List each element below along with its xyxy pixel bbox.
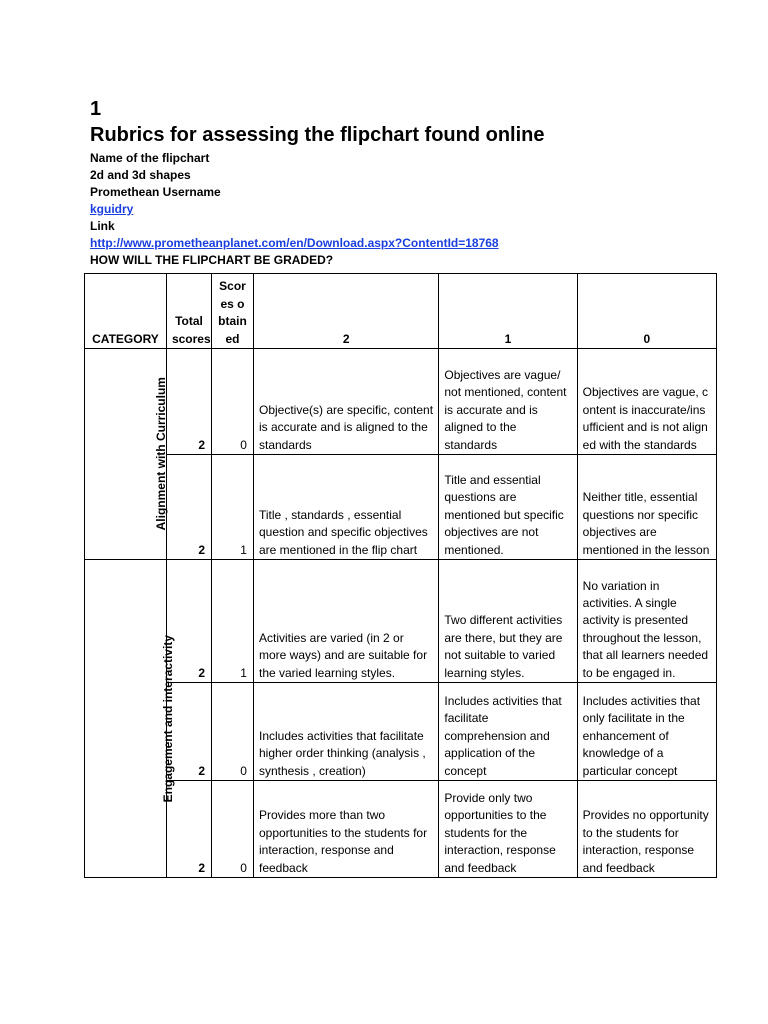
table-row bbox=[85, 683, 717, 781]
criteria-1: Objectives are vague/ not mentioned, content is accurate and is aligned to the standards bbox=[439, 349, 577, 455]
link-label: Link bbox=[90, 219, 115, 233]
criteria-0: No variation in activities. A single activity is presented throughout the lesson, that all learners needed to be engaged in. bbox=[577, 560, 716, 683]
criteria-2: Objective(s) are specific, content is accurate and is aligned to the standards bbox=[253, 349, 438, 455]
username-label: Promethean Username bbox=[90, 185, 221, 199]
table-row bbox=[85, 781, 717, 878]
table-header-row bbox=[85, 274, 717, 349]
criteria-1: Includes activities that facilitate comprehension and application of the concept bbox=[439, 683, 577, 781]
category-cell bbox=[85, 560, 175, 878]
header-score-2: 2 bbox=[253, 274, 438, 349]
obtained-score: 1 bbox=[212, 560, 254, 683]
criteria-2: Includes activities that facilitate higher order thinking (analysis , synthesis , creation) bbox=[253, 683, 438, 781]
flipchart-url-link[interactable]: http://www.prometheanplanet.com/en/Download.aspx?ContentId=18768 bbox=[90, 236, 499, 250]
total-score: 2 bbox=[166, 349, 211, 455]
page-title: Rubrics for assessing the flipchart found online bbox=[90, 124, 545, 146]
obtained-score: 0 bbox=[212, 349, 254, 455]
rubric-table bbox=[84, 273, 717, 878]
header-score-0: 0 bbox=[577, 274, 716, 349]
criteria-0: Neither title, essential questions nor specific objectives are mentioned in the lesson bbox=[577, 455, 716, 560]
flipchart-name-label: Name of the flipchart bbox=[90, 151, 210, 165]
flipchart-name-value: 2d and 3d shapes bbox=[90, 168, 191, 182]
category-label-alignment: Alignment with Curriculum bbox=[153, 377, 168, 531]
obtained-score: 1 bbox=[212, 455, 254, 560]
criteria-1: Two different activities are there, but they are not suitable to varied learning styles. bbox=[439, 560, 577, 683]
total-score: 2 bbox=[166, 560, 211, 683]
total-score: 2 bbox=[166, 781, 211, 878]
criteria-2: Title , standards , essential question and specific objectives are mentioned in the flip chart bbox=[253, 455, 438, 560]
table-row bbox=[85, 349, 717, 455]
category-label-engagement: Engagement and interactivity bbox=[160, 634, 175, 803]
table-row bbox=[85, 560, 717, 683]
username-link[interactable]: kguidry bbox=[90, 202, 134, 216]
header-score-1: 1 bbox=[439, 274, 577, 349]
criteria-0: Objectives are vague, content is inaccurate/insufficient and is not aligned with the standards bbox=[577, 349, 716, 455]
criteria-0: Includes activities that only facilitate in the enhancement of knowledge of a particular concept bbox=[577, 683, 716, 781]
header-total-scores: Total scores bbox=[166, 274, 211, 349]
category-cell bbox=[85, 349, 167, 560]
criteria-2: Activities are varied (in 2 or more ways) and are suitable for the varied learning styles. bbox=[253, 560, 438, 683]
criteria-1: Provide only two opportunities to the students for the interaction, response and feedback bbox=[439, 781, 577, 878]
header-scores-obtained: Scores obtained bbox=[212, 274, 254, 349]
total-score: 2 bbox=[166, 683, 211, 781]
table-row bbox=[85, 455, 717, 560]
document-header bbox=[90, 96, 730, 269]
header-category: CATEGORY bbox=[85, 274, 167, 349]
criteria-0: Provides no opportunity to the students for interaction, response and feedback bbox=[577, 781, 716, 878]
obtained-score: 0 bbox=[212, 683, 254, 781]
criteria-1: Title and essential questions are mentioned but specific objectives are not mentioned. bbox=[439, 455, 577, 560]
section-number: 1 bbox=[90, 98, 102, 120]
criteria-2: Provides more than two opportunities to the students for interaction, response and feedback bbox=[253, 781, 438, 878]
total-score: 2 bbox=[166, 455, 211, 560]
grading-question: HOW WILL THE FLIPCHART BE GRADED? bbox=[90, 253, 334, 267]
obtained-score: 0 bbox=[212, 781, 254, 878]
